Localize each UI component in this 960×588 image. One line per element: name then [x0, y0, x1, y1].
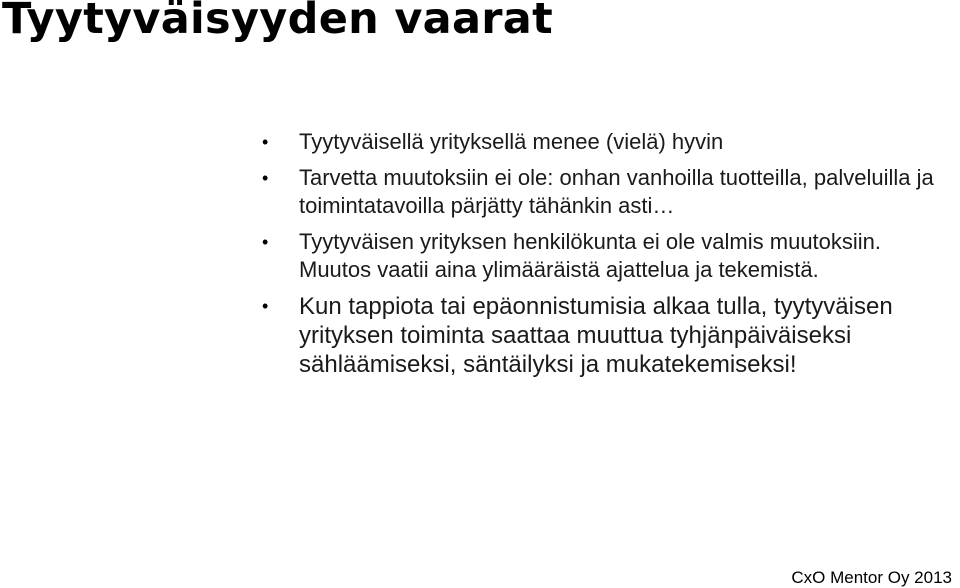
- bullet-list: [262, 128, 952, 389]
- bullet-text: Tyytyväisellä yrityksellä menee (vielä) hyvin: [299, 129, 724, 154]
- bullet-item: [262, 128, 952, 156]
- bullet-text: Kun tappiota tai epäonnistumisia alkaa tulla, tyytyväisen yrityksen toiminta saattaa muuttua tyhjänpäiväiseksi sähläämiseksi, säntäilyksi ja mukatekemiseksi!: [299, 293, 893, 378]
- bullet-text: Tyytyväisen yrityksen henkilökunta ei ole valmis muutoksiin. Muutos vaatii aina ylimääräistä ajattelua ja tekemistä.: [299, 229, 882, 282]
- bullet-icon: •: [262, 296, 269, 316]
- slide-title: Tyytyväisyyden vaarat: [2, 0, 553, 44]
- bullet-icon: •: [262, 168, 269, 188]
- bullet-item: [262, 228, 952, 284]
- bullet-item: [262, 292, 952, 379]
- footer-credit: CxO Mentor Oy 2013: [791, 568, 952, 587]
- bullet-icon: •: [262, 132, 269, 152]
- bullet-icon: •: [262, 232, 269, 252]
- bullet-item: [262, 164, 952, 220]
- bullet-text: Tarvetta muutoksiin ei ole: onhan vanhoilla tuotteilla, palveluilla ja toimintatavoilla pärjätty tähänkin asti…: [299, 165, 934, 218]
